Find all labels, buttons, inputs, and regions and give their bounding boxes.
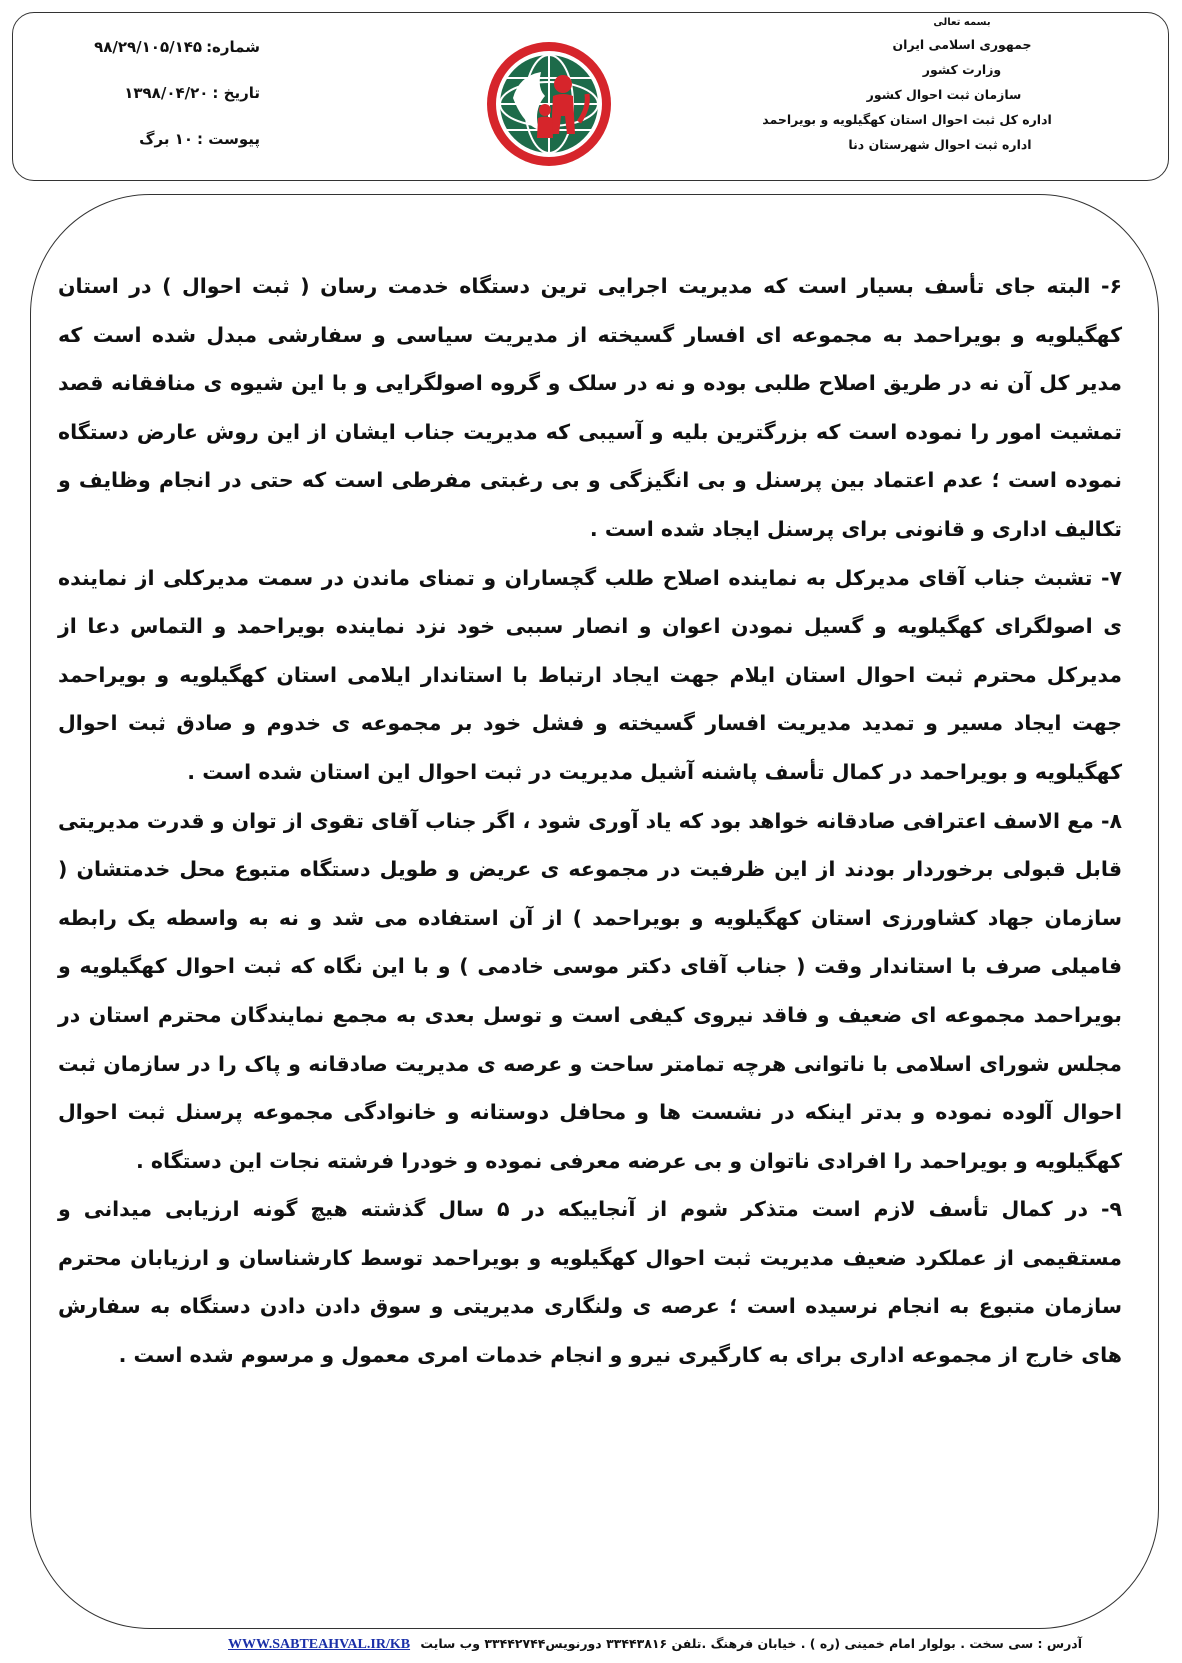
letter-number-value: ۹۸/۲۹/۱۰۵/۱۴۵ <box>94 38 203 56</box>
letter-number-label: شماره: <box>206 38 260 56</box>
letter-body <box>58 262 1122 1380</box>
letter-date-label: تاریخ : <box>212 84 260 102</box>
letter-meta <box>60 34 260 172</box>
footer-address-line <box>228 1636 1082 1653</box>
footer-address: آدرس : سی سخت . بولوار امام خمینی (ره ) . خیابان فرهنگ .تلفن ۳۳۴۴۳۸۱۶ دورنویس۳۳۴۴۲۷۴۴ وب سایت <box>420 1636 1082 1651</box>
sabt-ahval-logo-icon <box>483 38 615 170</box>
letter-attachment-label: پیوست : <box>196 130 260 148</box>
org-country: جمهوری اسلامی ایران <box>892 37 1032 52</box>
paragraph-8: ۸- مع الاسف اعترافی صادقانه خواهد بود که یاد آوری شود ، اگر جناب آقای تقوی از توان و قدرت مدیریتی قابل قبولی برخوردار بودند از این ظرفیت در مجموعه ی عریض و طویل دستگاه متبوع محل خدمتشان ( سازمان جهاد کشاورزی استان کهگیلویه و بویراحمد ) از آن استفاده می شد و نه به واسطه یک رابطه فامیلی صرف با استاندار وقت ( جناب آقای دکتر موسی خادمی ) و با این نگاه که ثبت احوال کهگیلویه و بویراحمد مجموعه ای ضعیف و فاقد نیروی کیفی است و توسل بعدی به مجمع نمایندگان محترم استان در مجلس شورای اسلامی با ناتوانی هرچه تمامتر ساحت و عرصه ی مدیریت صادقانه و پاک را در سازمان ثبت احوال آلوده نموده و بدتر اینکه در نشست ها و محافل دوستانه و خانوادگی مجموعه پرسنل ثبت احوال کهگیلویه و بویراحمد را افرادی ناتوان و بی عرضه معرفی نموده و خودرا فرشته نجات این دستگاه . <box>58 808 1122 1173</box>
letter-number <box>60 34 260 60</box>
letter-date <box>60 80 260 106</box>
letter-attachment-value: ۱۰ برگ <box>139 130 193 148</box>
org-province-office: اداره کل ثبت احوال استان کهگیلویه و بویراحمد <box>762 112 1052 127</box>
paragraph-9: ۹- در کمال تأسف لازم است متذکر شوم از آنجاییکه در ۵ سال گذشته هیچ گونه ارزیابی میدانی و مستقیمی از عملکرد ضعیف مدیریت ثبت احوال کهگیلویه و بویراحمد توسط کارشناسان و ارزیابان محترم سازمان متبوع به انجام نرسیده است ؛ عرصه ی ولنگاری مدیریتی و سوق دادن دادن دستگاه به سفارش های خارج از مجموعه اداری برای به کارگیری نیرو و انجام خدمات امری معمول و مرسوم شده است . <box>58 1197 1122 1368</box>
letter-attachment <box>60 126 260 152</box>
website-link[interactable]: WWW.SABTEAHVAL.IR/KB <box>228 1637 411 1652</box>
org-organization: سازمان ثبت احوال کشور <box>866 87 1022 102</box>
paragraph-6: ۶- البته جای تأسف بسیار است که مدیریت اجرایی ترین دستگاه خدمت رسان ( ثبت احوال ) در استان کهگیلویه و بویراحمد به مجموعه ای افسار گسیخته از مدیریت سیاسی و سفارشی مبدل شده است که مدیر کل آن نه در طریق اصلاح طلبی بوده و نه در سلک و گروه اصولگرایی و با این شیوه ی منافقانه قصد تمشیت امور را نموده است که بزرگترین بلیه و آسیبی که مدیریت جناب ایشان از این روش عارض دستگاه نموده است ؛ عدم اعتماد بین پرسنل و بی انگیزگی و بی رغبتی مفرطی است که حتی در انجام وظایف و تکالیف اداری و قانونی برای پرسنل ایجاد شده است . <box>58 274 1122 541</box>
paragraph-7: ۷- تشبث جناب آقای مدیرکل به نماینده اصلاح طلب گچساران و تمنای ماندن در سمت مدیرکلی از نماینده ی اصولگرای کهگیلویه و گسیل نمودن اعوان و انصار سببی خود نزد نماینده بویراحمد و التماس دعا از مدیرکل محترم ثبت احوال استان ایلام جهت ایجاد ارتباط با استاندار ایلامی استان کهگیلویه و بویراحمد جهت ایجاد مسیر و تمدید مدیریت افسار گسیخته و فشل خود بر مجموعه ی خدوم و صادق ثبت احوال کهگیلویه و بویراحمد در کمال تأسف پاشنه آشیل مدیریت در ثبت احوال این استان شده است . <box>58 565 1122 784</box>
letter-date-value: ۱۳۹۸/۰۴/۲۰ <box>124 84 209 102</box>
org-city-office: اداره ثبت احوال شهرستان دنا <box>848 137 1032 152</box>
bismillah: بسمه تعالی <box>933 17 991 28</box>
org-ministry: وزارت کشور <box>922 62 1002 77</box>
organization-block <box>762 14 1112 157</box>
